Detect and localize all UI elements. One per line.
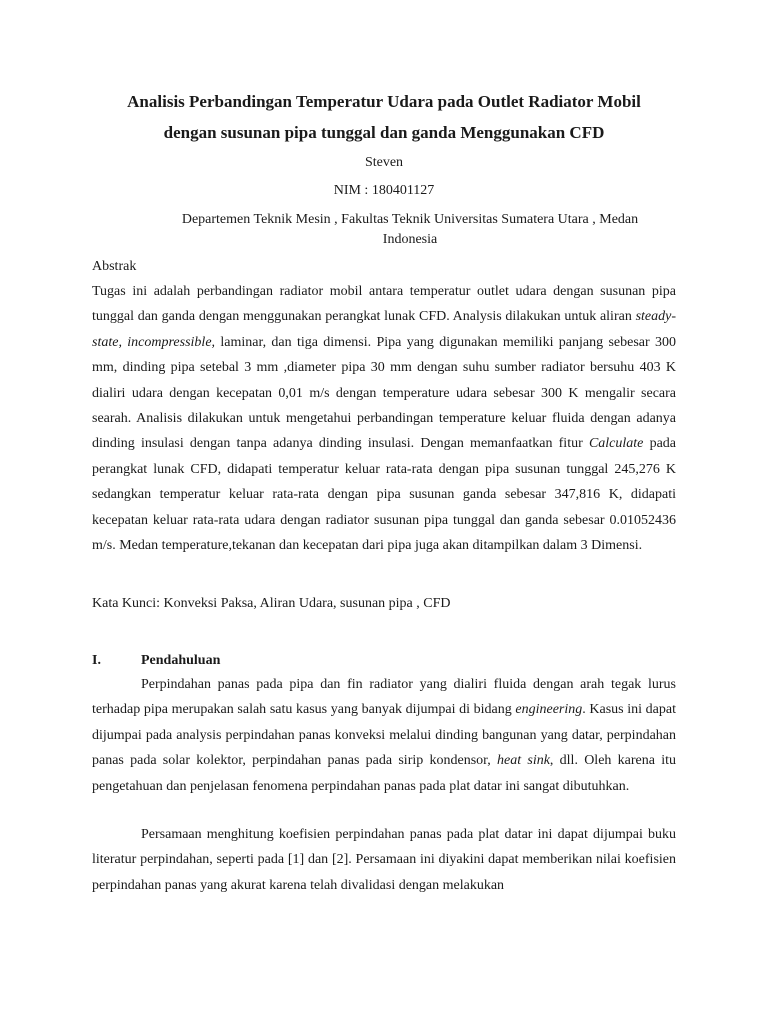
- student-id: NIM : 180401127: [333, 183, 435, 198]
- section-number: I.: [92, 653, 101, 668]
- paper-title: [92, 86, 676, 148]
- affiliation: [150, 210, 670, 250]
- section-title: Pendahuluan: [141, 653, 221, 668]
- affiliation-line-1: Departemen Teknik Mesin , Fakultas Teknik Universitas Sumatera Utara , Medan: [181, 212, 639, 227]
- keywords: Kata Kunci: Konveksi Paksa, Aliran Udara, susunan pipa , CFD: [92, 596, 451, 611]
- abstract-paragraph: Tugas ini adalah perbandingan radiator mobil antara temperatur outlet udara dengan susunan pipa tunggal dan ganda dengan menggunakan perangkat lunak CFD. Analysis dilakukan untuk aliran steady-state, incompressible, laminar, dan tiga dimensi. Pipa yang digunakan memiliki panjang sebesar 300 mm, dinding pipa setebal 3 mm ,diameter pipa 30 mm dengan suhu sumber radiator bersuhu 403 K dialiri udara dengan kecepatan 0,01 m/s dengan temperature udara sebesar 300 K mengalir secara searah. Analisis dilakukan untuk mengetahui perbandingan temperature keluar fluida dengan adanya dinding insulasi dengan tanpa adanya dinding insulasi. Dengan memanfaatkan fitur Calculate pada perangkat lunak CFD, didapati temperatur keluar rata-rata dengan pipa susunan tunggal 245,276 K sedangkan temperatur keluar rata-rata dengan pipa susunan ganda sebesar 347,816 K, didapati kecepatan keluar rata-rata udara dengan radiator susunan pipa tunggal dan ganda sebesar 0.01052436 m/s. Medan temperature,tekanan dan kecepatan dari pipa juga akan ditampilkan dalam 3 Dimensi.: [92, 284, 676, 554]
- title-line-1: Analisis Perbandingan Temperatur Udara pada Outlet Radiator Mobil: [127, 92, 641, 111]
- affiliation-line-2: Indonesia: [382, 232, 438, 247]
- intro-paragraph-1: Perpindahan panas pada pipa dan fin radiator yang dialiri fluida dengan arah tegak lurus terhadap pipa merupakan salah satu kasus yang banyak dijumpai di bidang engineering. Kasus ini dapat dijumpai pada analysis perpindahan panas konveksi melalui dinding bangunan yang datar, perpindahan panas pada solar kolektor, perpindahan panas pada sirip kondensor, heat sink, dll. Oleh karena itu pengetahuan dan penjelasan fenomena perpindahan panas pada plat datar ini sangat dibutuhkan.: [92, 677, 676, 794]
- abstract-label: Abstrak: [92, 259, 137, 274]
- intro-paragraph-2: Persamaan menghitung koefisien perpindahan panas pada plat datar ini dapat dijumpai buku literatur perpindahan, seperti pada [1] dan [2]. Persamaan ini diyakini dapat memberikan nilai koefisien perpindahan panas yang akurat karena telah divalidasi dengan melakukan: [92, 827, 676, 893]
- author-name: Steven: [364, 155, 404, 170]
- title-line-2: dengan susunan pipa tunggal dan ganda Menggunakan CFD: [163, 123, 605, 142]
